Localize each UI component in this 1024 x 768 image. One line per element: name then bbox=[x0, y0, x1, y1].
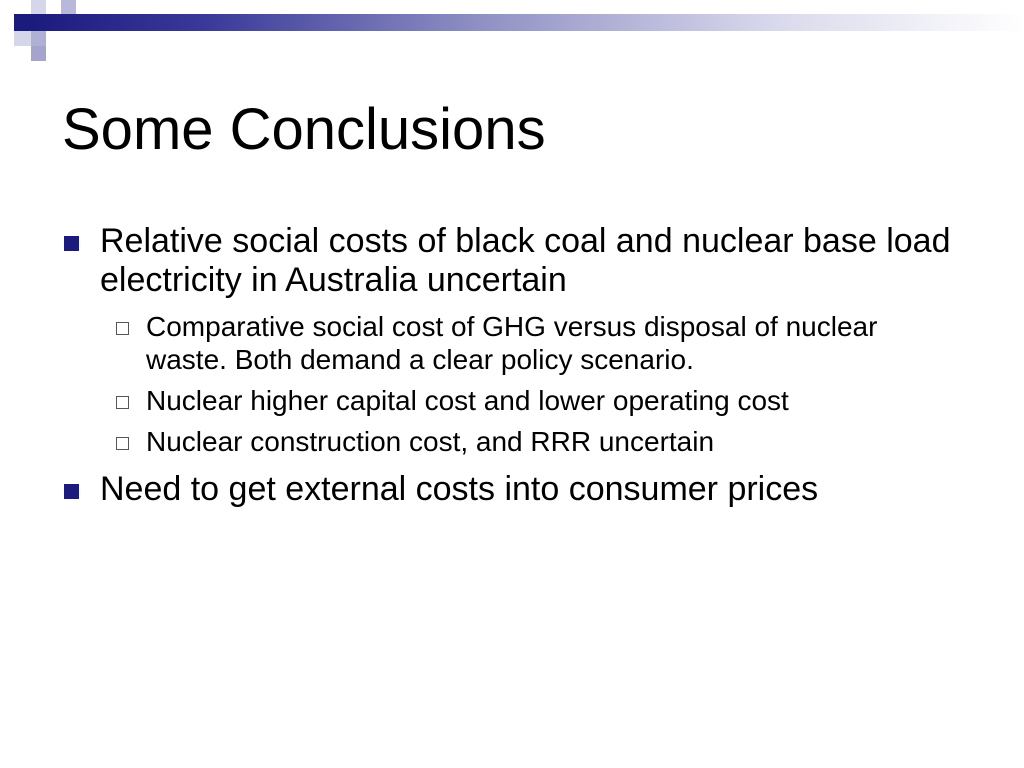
hollow-square-bullet-icon bbox=[116, 437, 129, 450]
square-bullet-icon bbox=[64, 236, 79, 251]
bullet-item bbox=[62, 470, 962, 509]
header-decor-square bbox=[46, 31, 61, 46]
bullet-item bbox=[62, 222, 962, 300]
sub-bullet-text: Nuclear construction cost, and RRR uncertain bbox=[146, 426, 715, 457]
header-decor-square bbox=[61, 0, 76, 14]
bullet-text: Need to get external costs into consumer prices bbox=[100, 470, 819, 508]
sub-bullet-item bbox=[62, 384, 962, 417]
header-gradient-bar bbox=[30, 14, 1024, 31]
header-decor-square bbox=[46, 0, 61, 14]
header-decor-square bbox=[14, 14, 31, 31]
header-decor-square bbox=[14, 31, 31, 46]
slide-title: Some Conclusions bbox=[62, 97, 546, 162]
header-decor-square bbox=[31, 46, 46, 61]
square-bullet-icon bbox=[64, 484, 79, 499]
hollow-square-bullet-icon bbox=[116, 396, 129, 409]
bullet-text: Relative social costs of black coal and nuclear base load electricity in Australia uncertain bbox=[100, 222, 951, 299]
sub-bullet-text: Comparative social cost of GHG versus disposal of nuclear waste. Both demand a clear policy scenario. bbox=[146, 311, 878, 375]
slide-body bbox=[62, 222, 962, 519]
header-decor-square bbox=[0, 46, 14, 61]
header-decor-square bbox=[31, 0, 46, 14]
sub-bullet-item bbox=[62, 310, 962, 376]
hollow-square-bullet-icon bbox=[116, 322, 129, 335]
header-decor-square bbox=[31, 31, 46, 46]
sub-bullet-item bbox=[62, 425, 962, 458]
sub-bullet-text: Nuclear higher capital cost and lower operating cost bbox=[146, 385, 789, 416]
